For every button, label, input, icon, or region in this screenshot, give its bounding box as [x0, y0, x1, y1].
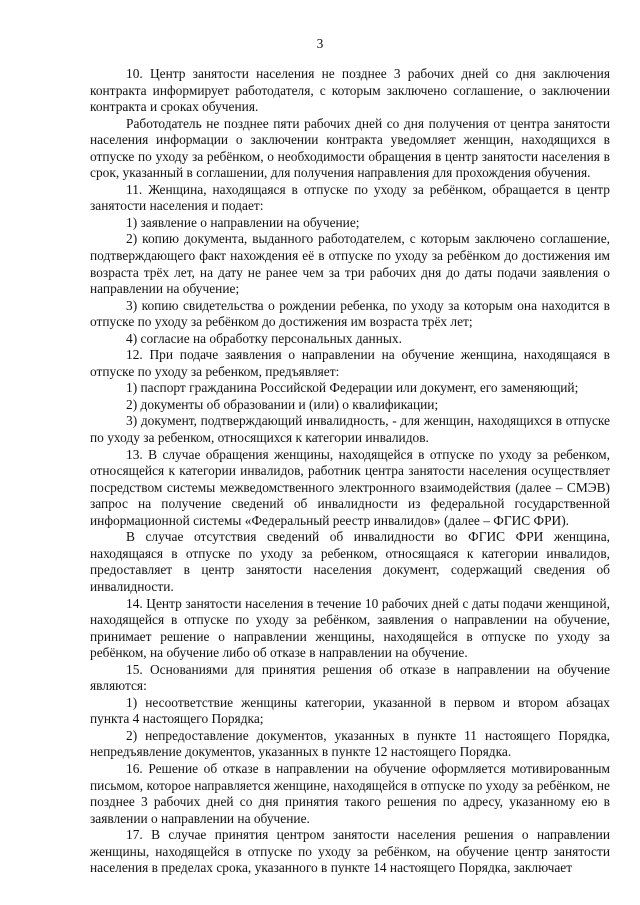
paragraph-11-item-3: 3) копию свидетельства о рождении ребенка, по уходу за которым она находится в отпуске по уходу за ребёнком до достижения им возраста трёх лет; — [90, 297, 610, 330]
paragraph-13-no-data: В случае отсутствия сведений об инвалидности во ФГИС ФРИ женщина, находящаяся в отпуске по уходу за ребенком, относящаяся к категории инвалидов, предоставляет в центр занятости населения документ, содержащий сведения об инвалидности. — [90, 529, 610, 594]
paragraph-10: 10. Центр занятости населения не позднее 3 рабочих дней со дня заключения контракта информирует работодателя, с которым заключено соглашение, о заключении контракта и сроках обучения. — [90, 66, 610, 115]
paragraph-16: 16. Решение об отказе в направлении на обучение оформляется мотивированным письмом, которое направляется женщине, находящейся в отпуске по уходу за ребёнком, не позднее 3 рабочих дней со дня принятия такого решения по адресу, указанному ею в заявлении о направлении на обучение. — [90, 760, 610, 826]
paragraph-15: 15. Основаниями для принятия решения об отказе в направлении на обучение являются: — [90, 661, 610, 694]
paragraph-14: 14. Центр занятости населения в течение 10 рабочих дней с даты подачи женщиной, находящейся в отпуске по уходу за ребёнком, заявления о направлении на обучение, принимает решение о направлении женщины, находящейся в отпуске по уходу за ребёнком, на обучение либо об отказе в направлении на обучение. — [90, 595, 610, 661]
paragraph-employer-notice: Работодатель не позднее пяти рабочих дней со дня получения от центра занятости населения информации о заключении контракта уведомляет женщин, находящихся в отпуске по уходу за ребёнком, о необходимости обращения в центр занятости населения в срок, указанный в соглашении, для получения направления для прохождения обучения. — [90, 115, 610, 181]
paragraph-13: 13. В случае обращения женщины, находящейся в отпуске по уходу за ребенком, относящейся к категории инвалидов, работник центра занятости населения осуществляет посредством системы межведомственного электронного взаимодействия (далее – СМЭВ) запрос на получение сведений об инвалидности из федеральной государственной информационной системы «Федеральный реестр инвалидов» (далее – ФГИС ФРИ). — [90, 446, 610, 528]
paragraph-11: 11. Женщина, находящаяся в отпуске по уходу за ребёнком, обращается в центр занятости населения и подает: — [90, 181, 610, 214]
paragraph-11-item-4: 4) согласие на обработку персональных данных. — [126, 330, 402, 346]
paragraph-17: 17. В случае принятия центром занятости населения решения о направлении женщины, находящейся в отпуске по уходу за ребёнком, на обучение центр занятости населения в пределах срока, указанного в пункте 14 настоящего Порядка, заключает — [90, 827, 610, 876]
paragraph-11-item-1: 1) заявление о направлении на обучение; — [126, 214, 360, 230]
paragraph-12-item-2: 2) документы об образовании и (или) о квалификации; — [126, 396, 439, 412]
paragraph-12: 12. При подаче заявления о направлении на обучение женщина, находящаяся в отпуске по уходу за ребенком, предъявляет: — [90, 347, 610, 379]
document-body — [90, 66, 610, 877]
paragraph-12-item-1: 1) паспорт гражданина Российской Федерации или документ, его заменяющий; — [126, 380, 579, 396]
paragraph-11-item-2: 2) копию документа, выданного работодателем, с которым заключено соглашение, подтверждающего факт нахождения её в отпуске по уходу за ребёнком до достижения им возраста трёх лет, на дату не ранее чем за три рабочих дня до даты подачи заявления о направлении на обучение; — [90, 231, 610, 297]
page-number: 3 — [316, 36, 324, 51]
paragraph-15-item-1: 1) несоответствие женщины категории, указанной в первом и втором абзацах пункта 4 настоящего Порядка; — [90, 694, 610, 727]
paragraph-15-item-2: 2) непредоставление документов, указанных в пункте 11 настоящего Порядка, непредъявление документов, указанных в пункте 12 настоящего Порядка. — [90, 727, 610, 760]
paragraph-12-item-3: 3) документ, подтверждающий инвалидность, - для женщин, находящихся в отпуске по уходу за ребенком, относящихся к категории инвалидов. — [90, 413, 610, 446]
